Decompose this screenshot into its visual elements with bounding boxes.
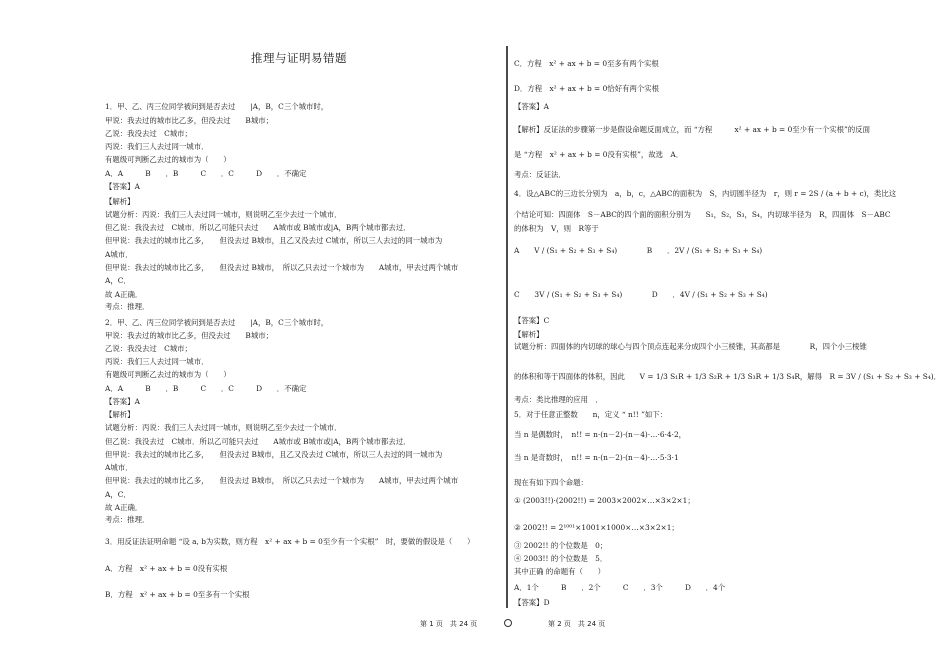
left-text-line: 乙说：我没去过 C城市； <box>105 344 192 353</box>
right-text-line: 当 n 是偶数时， n!! = n·(n－2)·(n－4)·…·6·4·2， <box>514 430 687 439</box>
left-text-line: A，C． <box>105 490 131 499</box>
left-text-line: 故 A正确． <box>105 503 143 512</box>
right-text-line: C 3V / (S₁ + S₂ + S₃ + S₄) D ．4V / (S₁ + S₂ + S₃ + S₄) <box>514 290 768 299</box>
left-text-line: A城市． <box>105 250 133 259</box>
left-text-line: 但乙说：我没去过 C城市．所以乙可能只去过 A城市或 B城市或|A，B两个城市都去过． <box>105 437 411 446</box>
left-text-line: A．A B ．B C ．C D ．不确定 <box>105 384 307 393</box>
left-text-line: 甲说：我去过的城市比乙多，但没去过 B城市； <box>105 116 274 125</box>
right-text-line: 现在有如下四个命题： <box>514 478 588 487</box>
left-text-line: 3．用反证法证明命题 “设 a, b为实数，则方程 x² + ax + b = 0至少有一个实根” 时，要做的假设是（ ） <box>105 537 475 546</box>
right-text-line: 试题分析：四面体的内切球的球心与四个顶点连起来分成四个小三棱锥，其高都是 R，四个小三棱锥 <box>514 342 867 351</box>
right-text-line: A V / (S₁ + S₂ + S₃ + S₄) B ．2V / (S₁ + S₂ + S₃ + S₄) <box>514 246 763 255</box>
left-text-line: A城市． <box>105 463 133 472</box>
right-text-line: 【答案】A <box>514 102 549 111</box>
right-text-line: ① (2003!!)·(2002!!) = 2003×2002×…×3×2×1； <box>514 496 695 505</box>
right-text-line: 个结论可知：四面体 S－ABC的四个面的面积分别为 S₁，S₂，S₃，S₄，内切球半径为 R，四面体 S－ABC <box>514 210 891 219</box>
left-text-line: 乙说：我没去过 C城市； <box>105 129 192 138</box>
page-title: 推理与证明易错题 <box>251 51 347 65</box>
right-page-footer: 第 2 页 共 24 页 <box>548 620 606 628</box>
left-text-line: 但甲说：我去过的城市比乙多， 但没去过 B城市，且乙又没去过 C城市，所以三人去过的同一城市为 <box>105 450 443 459</box>
left-text-line: 1．甲、乙、丙三位同学被问到是否去过 |A，B，C三个城市时， <box>105 102 329 111</box>
left-text-line: 【解析】 <box>105 410 135 419</box>
right-text-line: 其中正确 的命题有（ ） <box>514 567 606 576</box>
right-text-line: 的体积和等于四面体的体积，因此 V = 1/3 S₁R + 1/3 S₂R + 1/3 S₃R + 1/3 S₄R，解得 R = 3V / (S₁ + S₂ + S₃ + S₄)． <box>514 372 942 381</box>
right-text-line: 【解析】反证法的步骤第一步是假设命题反面成立，而 “方程 x² + ax + b = 0至少有一个实根”的反面 <box>514 125 870 134</box>
left-text-line: A，C． <box>105 276 131 285</box>
left-text-line: 故 A正确． <box>105 290 143 299</box>
left-text-line: 但乙说：我没去过 C城市．所以乙可能只去过 A城市或 B城市或|A，B两个城市都去过． <box>105 223 411 232</box>
left-text-line: 考点：推理． <box>105 515 150 524</box>
left-text-line: 有题级可判断乙去过的城市为（ ） <box>105 155 231 164</box>
left-text-line: A．A B ．B C ．C D ．不确定 <box>105 169 307 178</box>
right-text-line: 的体积为 V，则 R等于 <box>514 224 599 233</box>
left-text-line: 甲说：我去过的城市比乙多，但没去过 B城市； <box>105 331 274 340</box>
right-text-line: 是 “方程 x² + ax + b = 0没有实根”，故选 A． <box>514 150 684 159</box>
page-divider <box>506 46 508 608</box>
right-text-line: ② 2002!! = 2¹⁰⁰¹×1001×1000×…×3×2×1； <box>514 523 679 532</box>
left-text-line: 【解析】 <box>105 197 135 206</box>
left-text-line: 有题级可判断乙去过的城市为（ ） <box>105 370 231 379</box>
right-text-line: 【解析】 <box>514 330 544 339</box>
left-text-line: 试题分析：丙说：我们三人去过同一城市，则说明乙至少去过一个城市． <box>105 210 342 219</box>
left-text-line: 但甲说：我去过的城市比乙多， 但没去过 B城市， 所以乙只去过一个城市为 A城市，甲去过两个城市 <box>105 263 459 272</box>
right-text-line: 5．对于任意正整数 n，定义 “ n!! ”如下： <box>514 410 668 419</box>
right-text-line: 考点：类比推理的应用 ． <box>514 395 603 404</box>
left-text-line: 【答案】A <box>105 397 140 406</box>
left-text-line: 但甲说：我去过的城市比乙多， 但没去过 B城市， 所以乙只去过一个城市为 A城市，甲去过两个城市 <box>105 476 459 485</box>
right-text-line: ④ 2003!! 的个位数是 5． <box>514 554 608 563</box>
left-page <box>95 0 503 620</box>
left-text-line: A．方程 x² + ax + b = 0没有实根 <box>105 564 228 573</box>
right-text-line: C．方程 x² + ax + b = 0至多有两个实根 <box>514 59 659 68</box>
left-text-line: 丙说：我们三人去过同一城市． <box>105 357 209 366</box>
right-text-line: ③ 2002!! 的个位数是 0； <box>514 541 608 550</box>
left-text-line: 试题分析：丙说：我们三人去过同一城市，则说明乙至少去过一个城市． <box>105 423 342 432</box>
right-text-line: 当 n 是奇数时， n!! = n·(n－2)·(n－4)·…·5·3·1 <box>514 453 679 462</box>
left-text-line: 2．甲、乙、丙三位同学被问到是否去过 |A，B，C三个城市时， <box>105 318 329 327</box>
left-text-line: 【答案】A <box>105 182 140 191</box>
left-page-footer: 第 1 页 共 24 页 <box>420 620 478 628</box>
right-page <box>514 0 942 620</box>
right-text-line: A．1个 B ．2个 C ．3个 D ．4个 <box>514 583 726 592</box>
left-text-line: 丙说：我们三人去过同一城市． <box>105 142 209 151</box>
right-text-line: 【答案】C <box>514 316 550 325</box>
right-text-line: D．方程 x² + ax + b = 0恰好有两个实根 <box>514 84 660 93</box>
right-text-line: 4．设△ABC的三边长分别为 a，b，c，△ABC的面积为 S，内切圆半径为 r，则 r = 2S / (a + b + c)，类比这 <box>514 189 897 198</box>
left-text-line: B．方程 x² + ax + b = 0至多有一个实根 <box>105 590 250 599</box>
right-text-line: 【答案】D <box>514 598 550 607</box>
left-text-line: 但甲说：我去过的城市比乙多， 但没去过 B城市，且乙又没去过 C城市，所以三人去过的同一城市为 <box>105 236 443 245</box>
right-text-line: 考点：反证法． <box>514 170 566 179</box>
left-text-line: 考点：推理． <box>105 302 150 311</box>
page-separator-circle-icon <box>504 619 512 627</box>
